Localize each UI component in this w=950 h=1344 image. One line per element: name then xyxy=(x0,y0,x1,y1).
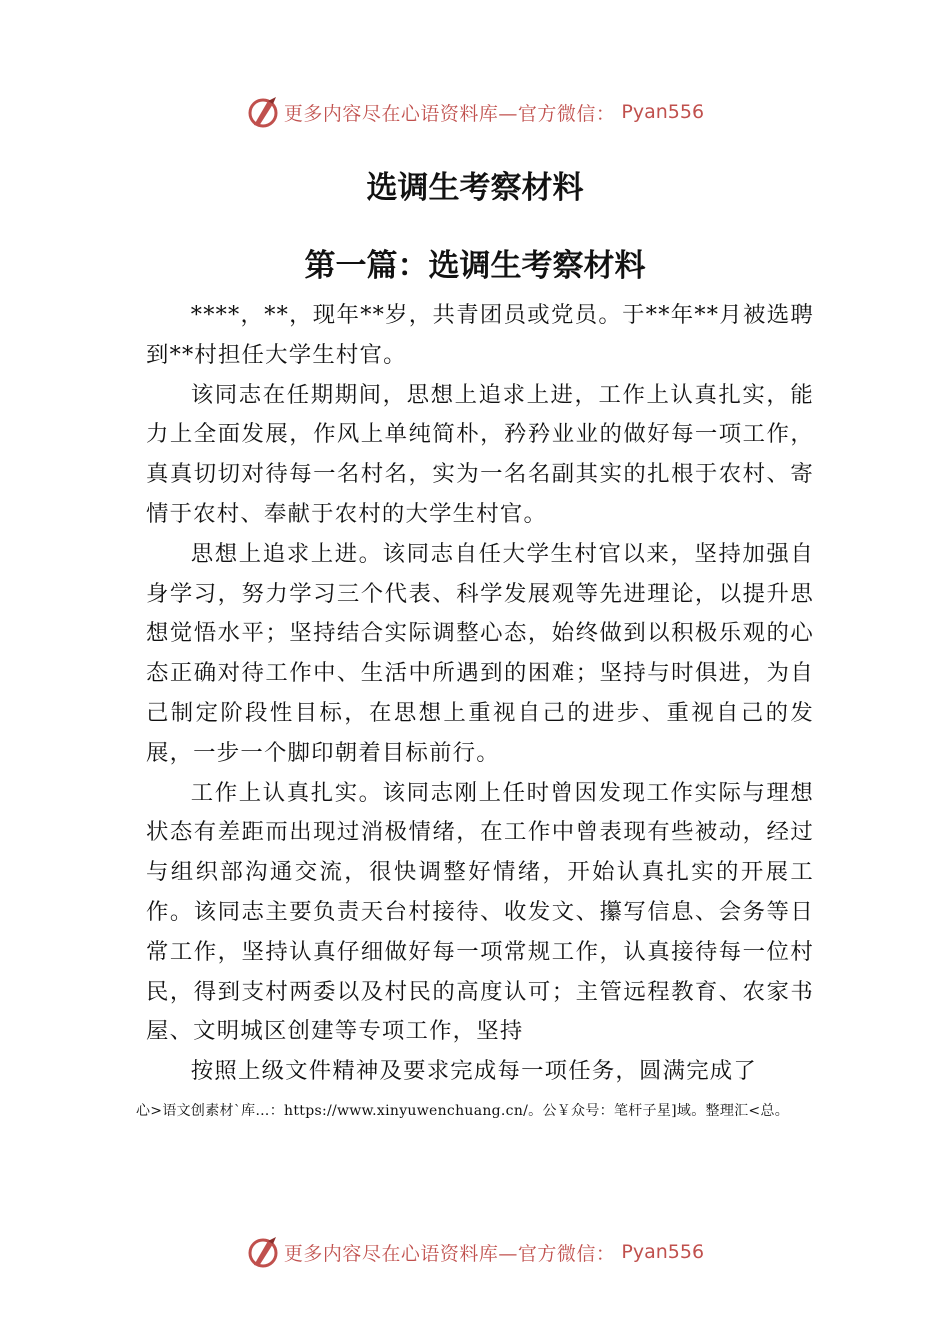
paragraph: 该同志在任期期间，思想上追求上进，工作上认真扎实，能力上全面发展，作风上单纯简朴，矜矜业业的做好每一项工作，真真切切对待每一名村名，实为一名名副其实的扎根于农村、寄情于农村、奉献于农村的大学生村官。 xyxy=(146,381,814,527)
quill-logo-icon xyxy=(246,1235,280,1269)
paragraph: 按照上级文件精神及要求完成每一项任务，圆满完成了 xyxy=(190,1058,757,1085)
paragraph: ****，**，现年**岁，共青团员或党员。于**年**月被选聘到**村担任大学生村官。 xyxy=(146,302,814,368)
paragraph: 工作上认真扎实。该同志刚上任时曾因发现工作实际与理想状态有差距而出现过消极情绪，在工作中曾表现有些被动，经过与组织部沟通交流，很快调整好情绪，开始认真扎实的开展工作。该同志主要负责天台村接待、收发文、攥写信息、会务等日常工作，坚持认真仔细做好每一项常规工作，认真接待每一位村民，得到支村两委以及村民的高度认可；主管远程教育、农家书屋、文明城区创建等专项工作，坚持 xyxy=(146,779,814,1045)
source-note: 心>语文创素材`库…：https://www.xinyuwenchuang.cn/。公￥众号：笔杆子星]域。整理汇<总。 xyxy=(136,1103,790,1119)
document-body xyxy=(146,296,814,1092)
footer-banner xyxy=(0,1232,950,1272)
paragraph: 思想上追求上进。该同志自任大学生村官以来，坚持加强自身学习，努力学习三个代表、科学发展观等先进理论，以提升思想觉悟水平；坚持结合实际调整心态，始终做到以积极乐观的心态正确对待工作中、生活中所遇到的困难；坚持与时俱进，为自己制定阶段性目标，在思想上重视自己的进步、重视自己的发展，一步一个脚印朝着目标前行。 xyxy=(146,540,814,766)
quill-logo-icon xyxy=(246,95,280,129)
banner-text: 更多内容尽在心语资料库—官方微信： xyxy=(283,1242,616,1265)
document-title: 选调生考察材料 xyxy=(366,170,584,206)
banner-wechat-id: Pyan556 xyxy=(621,1241,705,1263)
banner-text: 更多内容尽在心语资料库—官方微信： xyxy=(283,102,616,125)
document-subtitle: 第一篇：选调生考察材料 xyxy=(304,248,646,284)
banner-wechat-id: Pyan556 xyxy=(621,101,705,123)
header-banner xyxy=(0,92,950,132)
